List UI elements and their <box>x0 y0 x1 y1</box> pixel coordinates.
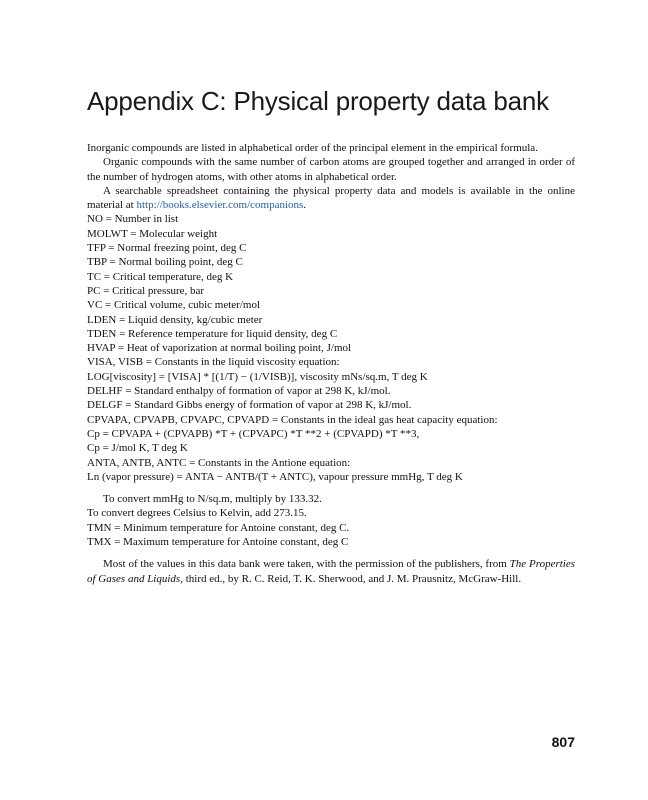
spacer <box>87 484 575 492</box>
intro-paragraph-1: Inorganic compounds are listed in alphabetical order of the principal element in the empirical formula. <box>87 142 538 154</box>
definition-item: VC = Critical volume, cubic meter/mol <box>87 299 260 312</box>
intro-paragraph-3 <box>87 184 575 213</box>
definition-item: Cp = J/mol K, T deg K <box>87 442 188 455</box>
intro-paragraph-3-text: A searchable spreadsheet containing the physical property data and models is available in the online material at <box>87 184 575 212</box>
conversion-note: To convert mmHg to N/sq.m, multiply by 133.32. <box>103 493 322 506</box>
conversion-note: TMN = Minimum temperature for Antoine constant, deg C. <box>87 521 350 534</box>
definition-item: LDEN = Liquid density, kg/cubic meter <box>87 313 263 326</box>
definition-item: VISA, VISB = Constants in the liquid viscosity equation: <box>87 356 340 369</box>
definition-item: TC = Critical temperature, deg K <box>87 270 234 283</box>
definition-item: TDEN = Reference temperature for liquid density, deg C <box>87 327 338 340</box>
intro-paragraph-3-end: . <box>303 199 307 212</box>
page-title: Appendix C: Physical property data bank <box>87 86 549 116</box>
source-paragraph <box>87 557 575 586</box>
definition-item: LOG[viscosity] = [VISA] * [(1/T) − (1/VISB)], viscosity mNs/sq.m, T deg K <box>87 370 428 383</box>
definition-item: DELGF = Standard Gibbs energy of formation of vapor at 298 K, kJ/mol. <box>87 399 412 412</box>
source-text-end: third ed., by R. C. Reid, T. K. Sherwood, and J. M. Prausnitz, McGraw-Hill. <box>182 572 522 585</box>
page-number: 807 <box>551 734 575 750</box>
definition-item: Cp = CPVAPA + (CPVAPB) *T + (CPVAPC) *T **2 + (CPVAPD) *T **3, <box>87 427 420 440</box>
definition-item: Ln (vapor pressure) = ANTA − ANTB/(T + ANTC), vapour pressure mmHg, T deg K <box>87 470 463 483</box>
definition-item: PC = Critical pressure, bar <box>87 284 205 297</box>
conversion-note: To convert degrees Celsius to Kelvin, add 273.15. <box>87 507 307 520</box>
intro-paragraph-2: Organic compounds with the same number of carbon atoms are grouped together and arranged in order of the number of hydrogen atoms, with other atoms in alphabetical order. <box>87 156 575 183</box>
definition-item: DELHF = Standard enthalpy of formation of vapor at 298 K, kJ/mol. <box>87 385 391 398</box>
definition-item: NO = Number in list <box>87 213 179 226</box>
definition-item: MOLWT = Molecular weight <box>87 227 218 240</box>
conversion-note: TMX = Maximum temperature for Antoine constant, deg C <box>87 536 349 549</box>
definition-item: TFP = Normal freezing point, deg C <box>87 242 247 255</box>
definition-list <box>87 212 575 484</box>
book-title: The Properties of Gases and Liquids, <box>87 558 576 585</box>
definition-item: CPVAPA, CPVAPB, CPVAPC, CPVAPD = Constants in the ideal gas heat capacity equation: <box>87 413 498 426</box>
definition-item: HVAP = Heat of vaporization at normal boiling point, J/mol <box>87 342 352 355</box>
definition-item: TBP = Normal boiling point, deg C <box>87 256 243 269</box>
conversion-notes <box>87 492 575 549</box>
source-text: Most of the values in this data bank were taken, with the permission of the publishers, from <box>103 558 510 571</box>
companion-link[interactable]: http://books.elsevier.com/companions <box>136 199 304 212</box>
spacer <box>87 549 575 557</box>
body-text <box>87 141 575 586</box>
definition-item: ANTA, ANTB, ANTC = Constants in the Antione equation: <box>87 456 351 469</box>
